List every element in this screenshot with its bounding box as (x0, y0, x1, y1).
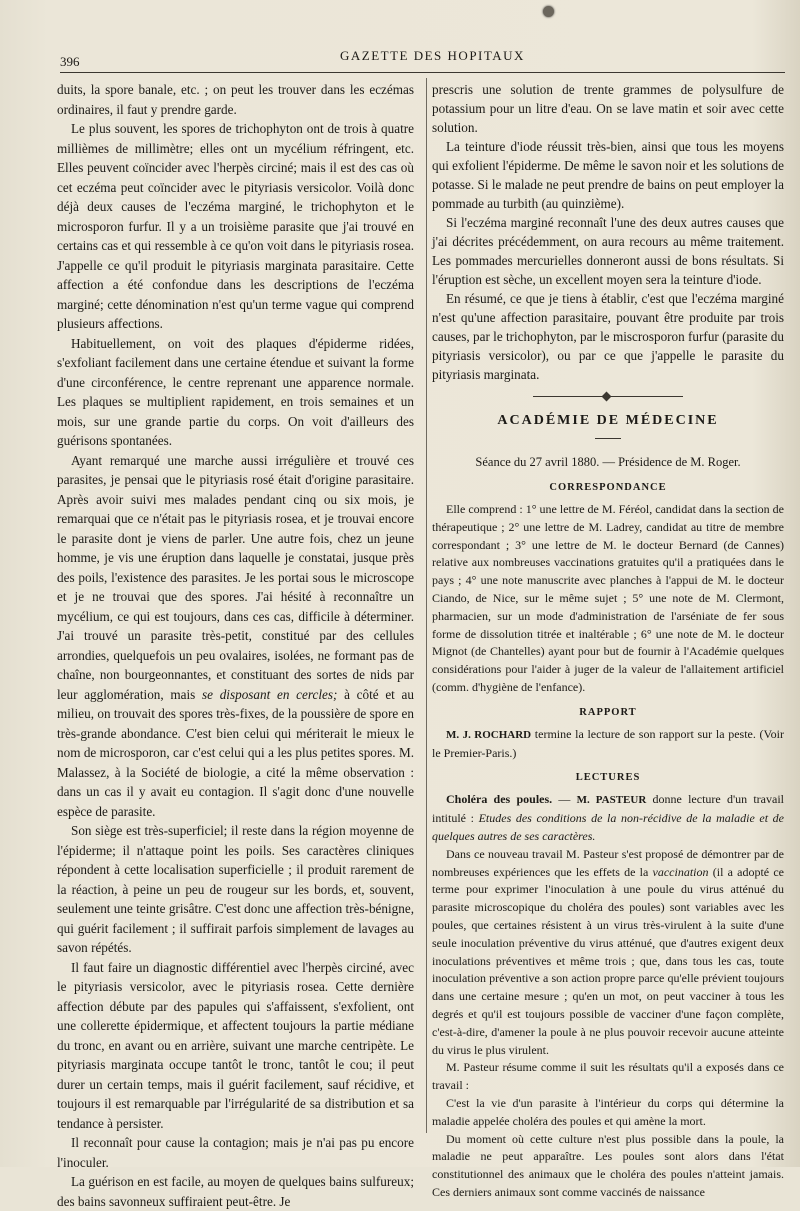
journal-title: GAZETTE DES HOPITAUX (340, 48, 525, 63)
cholera-intro: donne lecture d'un travail intitulé : (432, 792, 784, 826)
page-header (60, 44, 780, 74)
cholera-title: Choléra des poules. (446, 792, 553, 807)
short-rule (595, 438, 621, 439)
cholera-work-title: Etudes des conditions de la non-récidive de la maladie et de quelques autres de ses caractères. (432, 811, 784, 843)
session-line: Séance du 27 avril 1880. — Présidence de M. Roger. (475, 455, 741, 469)
cholera-paragraph (432, 791, 784, 845)
paragraph: La teinture d'iode réussit très-bien, ainsi que tous les moyens qui exfolient l'épiderme. De même le savon noir et les solutions de potasse. Si le malade ne peut prendre de bains on peut employer la pommade au turbith (au quinzième). (432, 139, 784, 211)
paragraph: En résumé, ce que je tiens à établir, c'est que l'eczéma marginé n'est qu'une affection parasitaire, pouvant être produite par trois causes, par le trichophyton, par le miscrosporon furfur (parasite du pityriasis versicolor), ou par ce que j'appelle le parasite du pityriasis marginata. (432, 291, 784, 382)
page-number: 396 (60, 54, 80, 69)
pasteur-paragraph: M. Pasteur résume comme il suit les résultats qu'il a exposés dans ce travail : (432, 1060, 784, 1093)
right-column (432, 80, 784, 1202)
pasteur-paragraph: C'est la vie d'un parasite à l'intérieur du corps qui détermine la maladie appelée choléra des poules et qui amène la mort. (432, 1095, 784, 1128)
correspondance-heading: CORRESPONDANCE (549, 482, 667, 493)
dash: — (552, 792, 577, 807)
header-rule (60, 72, 785, 73)
text-run: Ayant remarqué une marche aussi irrégulière et trouvé ces parasites, je pensai que le pityriasis rosé était d'origine parasitaire. Après avoir suivi mes malades pendant cinq ou six mois, je remarquai que ce n'était pas le pityriasis rosea, et je trouvai encore le parasite dont je viens de parler. Une autre fois, chez un jeune homme, je vis une éruption dans laquelle je constatai, jusque près des poils, l'existence des parasites. Je les portai sous le microscope et je ne trouvai que des spores. J'ai hésité à reconnaître un mycélium, ce qui est toujours, dans ces cas, difficile à déterminer. J'ai trouvé un parasite très-petit, constitué par des cellules arrondies, quelquefois un peu ovalaires, isolées, ne formant pas de chaîne, non bourgeonnantes, et constituant des sortes de nids par leur agglomération, mais (57, 452, 414, 702)
italic-phrase: se disposant en cercles; (202, 686, 338, 702)
left-column (57, 80, 414, 1211)
paragraph: duits, la spore banale, etc. ; on peut les trouver dans les eczémas ordinaires, il faut y prendre garde. (57, 82, 414, 117)
paragraph: Il faut faire un diagnostic différentiel avec l'herpès circiné, avec le pityriasis versicolor, avec le pityriasis rosea. Cette dernière affection débute par des papules qui s'affaissent, s'exfolient, ont une collerette épidermique, et affectent toujours la partie médiane du tronc, en avant ou en arrière, suivant une marche centripète. Le pityriasis marginata occupe tantôt le tronc, tantôt le cou; il peut durer un certain temps, mais il guérit facilement, sauf récidive, et toujours il est remarquable par l'irrégularité de sa distribution et sa tendance à persister. (57, 959, 414, 1131)
paragraph: Le plus souvent, les spores de trichophyton ont de trois à quatre millièmes de millimètre; elles ont un mycélium réfringent, etc. Elles peuvent coïncider avec l'herpès circiné; mais il est des cas où cet eczéma peut coïncider avec le pityriasis versicolor. Voilà donc déjà deux causes de l'eczéma marginé, le trichophyton et le microsporon furfur. Il y a un troisième parasite que j'ai trouvé en certains cas et qui ressemble à ce qu'on voit dans le pityriasis rosea. J'appelle ce qu'il produit le pityriasis marginata parasitaire. Cette affection a été confondue dans les descriptions de l'eczéma marginé; cette dénomination n'est qu'un terme vague qui comprend plusieurs affections. (57, 121, 414, 331)
rapport-heading: RAPPORT (579, 706, 637, 718)
text-run: Dans ce nouveau travail M. Pasteur s'est proposé de démontrer par de nombreuses expériences que les effets de la (432, 846, 784, 879)
rapport-author: M. J. ROCHARD (446, 728, 532, 741)
binding-hole (543, 6, 554, 17)
paragraph: Habituellement, on voit des plaques d'épiderme ridées, s'exfoliant facilement dans une certaine étendue et suivant la forme d'une circonférence, le centre reprenant une apparence normale. Les plaques se multiplient rapidement, en trois semaines et un mois, sur une grande partie du corps. On voit d'ailleurs des guérisons spontanées. (57, 335, 414, 448)
lectures-heading: LECTURES (575, 772, 641, 784)
pasteur-paragraph (432, 846, 784, 1060)
paragraph: La guérison en est facile, au moyen de quelques bains sulfureux; des bains savonneux suffiraient peut-être. Je (57, 1174, 414, 1209)
paragraph: Si l'eczéma marginé reconnaît l'une des deux autres causes que j'ai décrites précédemment, on aura recours au même traitement. Les pommades mercurielles donneront aussi de bons résultats. Si l'éruption est sèche, un excellent moyen sera la teinture d'iode. (432, 215, 784, 287)
italic-word: vaccination (652, 864, 709, 879)
column-divider (426, 78, 427, 1133)
paragraph: prescris une solution de trente grammes de polysulfure de potassium pour un litre d'eau. On se lave matin et soir avec cette solution. (432, 82, 784, 135)
pasteur-paragraph: Du moment où cette culture n'est plus possible dans la poule, la maladie ne peut apparaître. Les poules sont alors dans l'état constitutionnel des animaux que le choléra des poules n'atteint jamais. Ces derniers animaux sont comme vaccinés de naissance (432, 1131, 784, 1199)
paragraph (57, 451, 414, 822)
academy-title: ACADÉMIE DE MÉDECINE (497, 413, 719, 428)
cholera-author: M. PASTEUR (576, 794, 647, 807)
paragraph: Son siège est très-superficiel; il reste dans la région moyenne de l'épiderme; il n'attaque point les poils. Ses caractères cliniques répondent à cette localisation superficielle ; il produit rarement de la réaction, à peine un peu de rougeur sur les bords, et, souvent, seulement une teinte grisâtre. C'est donc une affection très-bénigne, qui guérit facilement ; il suffirait parfois simplement de lavages au savon répétés. (57, 823, 414, 955)
paragraph: Il reconnaît pour cause la contagion; mais je n'ai pas pu encore l'inoculer. (57, 1135, 414, 1170)
rapport-text: termine la lecture de son rapport sur la peste. (Voir le Premier-Paris.) (432, 726, 784, 760)
text-run: (il a adopté ce terme pour exprimer l'inoculation à une poule du virus atténué du parasite microscopique du choléra des poules) sont variables avec les poules, que certaines résistent à un virus très-virulent à la suite d'une seule inoculation préventive du virus atténué, que d'autres exigent deux inoculations préventives et même trois ; que, dans tous les cas, toute inoculation préventive a son action propre parce qu'elle prévient toujours dans une certaine mesure ; qu'en un mot, on peut vacciner à tous les degrés et qu'il est toujours possible de vacciner d'une façon complète, c'est-à-dire, d'amener la poule à ne plus pouvoir recevoir aucune atteinte du virus le plus virulent. (432, 864, 785, 1057)
rapport-paragraph (432, 726, 784, 763)
text-run: à côté et au milieu, on trouvait des spores très-fixes, de la poussière de spore en très-grande abondance. C'est bien celui qui mériterait le mieux le nom de microsporon, car c'est celui qui a les plus petites spores. M. Malassez, à la Société de biologie, a cité la même observation : dans un cas il y avait eu contagion. Il s'agit donc d'une nouvelle espèce de parasite. (57, 686, 414, 819)
section-divider (533, 396, 683, 397)
correspondance-text: Elle comprend : 1° une lettre de M. Féréol, candidat dans la section de thérapeutique ; 2° une lettre de M. Ladrey, candidat au titre de membre correspondant ; 3° une lettre de M. le docteur Bernard (de Cannes) relative aux nombreuses vaccinations gratuites qu'il a pratiquées dans le pays ; 4° une note manuscrite avec planches à l'appui de M. le docteur Ciando, de Nice, sur le même sujet ; 5° une note de M. Clermont, pharmacien, sur un mode d'administration de l'arséniate de fer sous forme de dissolution titrée et inaltérable ; 6° une note de M. le docteur Mignot (de Chantelles) ayant pour but de fournir à l'Académie quelques considérations pour l'aider à juger de la valeur de l'allaitement artificiel (comm. d'hygiène de l'enfance). (432, 502, 784, 694)
